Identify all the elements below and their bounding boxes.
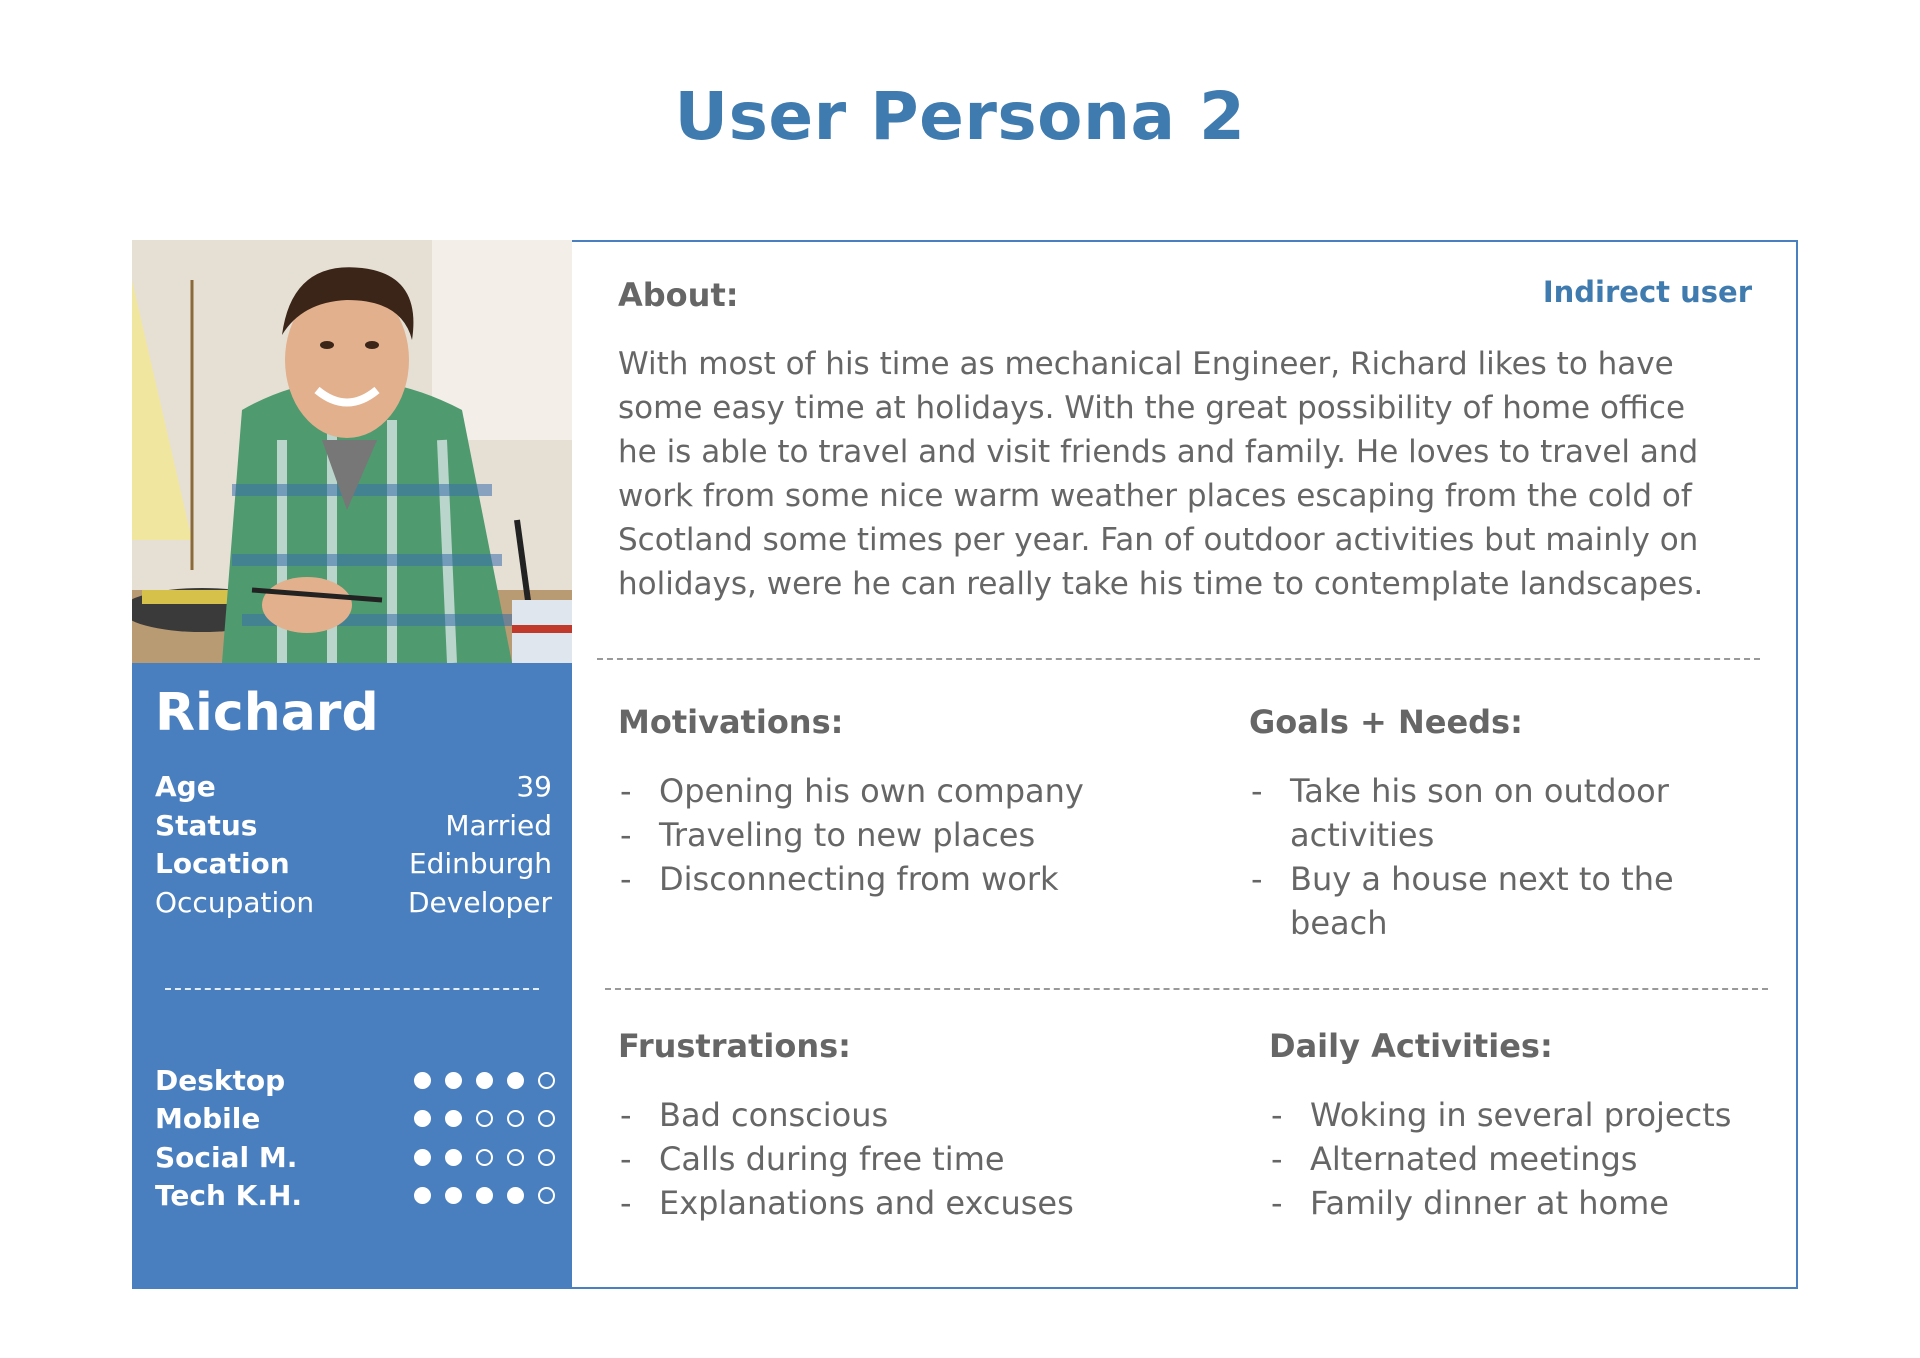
list-item: - Family dinner at home <box>1269 1181 1769 1225</box>
daily-activities-list <box>1269 1093 1769 1225</box>
persona-photo-illustration <box>132 240 572 663</box>
section-divider <box>597 658 1760 660</box>
list-item: - Take his son on outdoor activities <box>1249 769 1729 857</box>
rating-label: Mobile <box>155 1102 261 1136</box>
list-item: - Traveling to new places <box>618 813 1178 857</box>
rating-label: Tech K.H. <box>155 1179 303 1213</box>
fact-label: Age <box>155 770 216 803</box>
fact-label: Occupation <box>155 885 315 919</box>
rating-dot-empty <box>538 1072 555 1089</box>
rating-dot-filled <box>414 1149 431 1166</box>
list-item: - Bad conscious <box>618 1093 1198 1137</box>
page-title: User Persona 2 <box>674 78 1246 155</box>
fact-row-occupation <box>155 884 552 923</box>
rating-dot-empty <box>538 1149 555 1166</box>
daily-activities-heading: Daily Activities: <box>1269 1027 1553 1065</box>
about-text <box>618 342 1758 606</box>
list-item: - Woking in several projects <box>1269 1093 1769 1137</box>
fact-value: 39 <box>516 770 552 803</box>
about-line: work from some nice warm weather places escaping from the cold of <box>618 478 1692 514</box>
rating-dot-empty <box>507 1149 524 1166</box>
list-item: - Explanations and excuses <box>618 1181 1198 1225</box>
persona-sidebar <box>132 240 572 1289</box>
goals-heading: Goals + Needs: <box>1249 703 1523 741</box>
rating-row-desktop <box>155 1061 555 1100</box>
rating-label: Social M. <box>155 1140 298 1174</box>
fact-row-status <box>155 807 552 846</box>
rating-dot-empty <box>476 1149 493 1166</box>
rating-label: Desktop <box>155 1063 286 1097</box>
rating-dot-empty <box>476 1110 493 1127</box>
rating-dot-filled <box>414 1110 431 1127</box>
rating-row-social-media <box>155 1138 555 1177</box>
rating-row-tech-knowledge <box>155 1177 555 1216</box>
frustrations-heading: Frustrations: <box>618 1027 851 1065</box>
profile-divider <box>165 988 539 990</box>
about-line: he is able to travel and visit friends and family. He loves to travel and <box>618 434 1699 470</box>
goals-list <box>1249 769 1729 945</box>
about-line: holidays, were he can really take his time to contemplate landscapes. <box>618 566 1704 602</box>
rating-dot-empty <box>538 1110 555 1127</box>
about-line: Scotland some times per year. Fan of outdoor activities but mainly on <box>618 522 1699 558</box>
motivations-list <box>618 769 1178 901</box>
user-type-badge: Indirect user <box>1542 275 1752 309</box>
persona-photo <box>132 240 572 663</box>
fact-row-location <box>155 845 552 884</box>
rating-dots <box>414 1187 555 1204</box>
list-item: - Opening his own company <box>618 769 1178 813</box>
about-heading: About: <box>618 276 739 314</box>
rating-dot-filled <box>414 1187 431 1204</box>
tech-ratings <box>155 1061 555 1215</box>
fact-value: Developer <box>407 885 552 919</box>
rating-row-mobile <box>155 1100 555 1139</box>
rating-dot-filled <box>445 1149 462 1166</box>
rating-dot-filled <box>507 1187 524 1204</box>
section-divider <box>605 988 1768 990</box>
rating-dots <box>414 1072 555 1089</box>
rating-dot-filled <box>445 1187 462 1204</box>
frustrations-list <box>618 1093 1198 1225</box>
rating-dot-filled <box>476 1187 493 1204</box>
about-line: With most of his time as mechanical Engineer, Richard likes to have <box>618 346 1674 382</box>
list-item: - Calls during free time <box>618 1137 1198 1181</box>
fact-label: Status <box>155 808 258 842</box>
fact-value: Edinburgh <box>408 847 552 880</box>
list-item: - Alternated meetings <box>1269 1137 1769 1181</box>
rating-dots <box>414 1110 555 1127</box>
fact-row-age <box>155 768 552 807</box>
rating-dot-empty <box>507 1110 524 1127</box>
list-item: - Buy a house next to the beach <box>1249 857 1729 945</box>
rating-dots <box>414 1149 555 1166</box>
persona-name: Richard <box>155 683 379 743</box>
rating-dot-filled <box>445 1110 462 1127</box>
rating-dot-filled <box>507 1072 524 1089</box>
persona-profile-panel <box>132 663 572 1289</box>
fact-label: Location <box>155 847 290 880</box>
list-item: - Disconnecting from work <box>618 857 1178 901</box>
persona-facts <box>155 768 552 922</box>
rating-dot-filled <box>445 1072 462 1089</box>
motivations-heading: Motivations: <box>618 703 844 741</box>
rating-dot-filled <box>476 1072 493 1089</box>
fact-value: Married <box>445 808 552 842</box>
rating-dot-empty <box>538 1187 555 1204</box>
rating-dot-filled <box>414 1072 431 1089</box>
about-line: some easy time at holidays. With the great possibility of home office <box>618 390 1686 426</box>
